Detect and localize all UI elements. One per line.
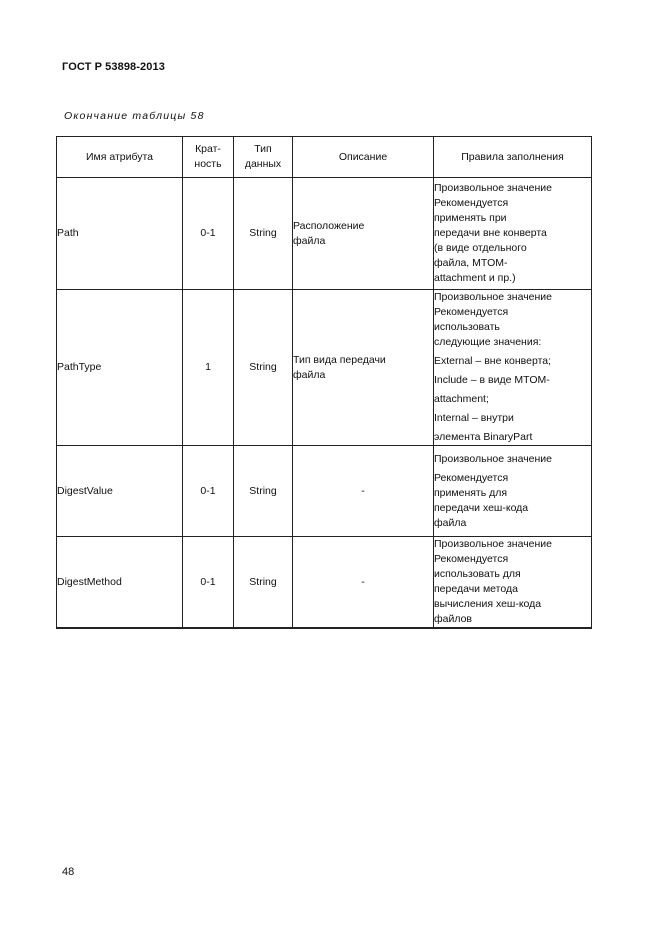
cell-attribute-name	[57, 290, 183, 446]
column-header-multiplicity	[183, 137, 234, 178]
cell-multiplicity	[183, 178, 234, 290]
cell-line: Рекомендуется	[434, 553, 509, 565]
cell-text: -	[361, 575, 365, 588]
cell-text: 0-1	[200, 484, 216, 497]
cell-text: DigestMethod	[57, 575, 122, 588]
page-number: 48	[62, 866, 75, 878]
cell-line: Произвольное значение	[434, 538, 553, 550]
cell-description	[293, 537, 434, 629]
cell-text: -	[361, 484, 365, 497]
cell-text: String	[249, 575, 277, 588]
table-caption: Окончание таблицы 58	[64, 110, 205, 122]
cell-line: передачи вне конверта	[434, 227, 547, 239]
cell-data-type	[234, 290, 293, 446]
cell-line: Рекомендуется	[434, 471, 509, 484]
attributes-table	[56, 136, 592, 629]
cell-description	[293, 290, 434, 446]
cell-line: Internal – внутри	[434, 412, 514, 424]
cell-description	[293, 178, 434, 290]
cell-data-type	[234, 446, 293, 537]
cell-line: Рекомендуется	[434, 306, 509, 318]
cell-text: файла	[293, 234, 326, 247]
cell-attribute-name	[57, 446, 183, 537]
cell-line: External – вне конверта;	[434, 355, 552, 367]
column-header-line: Крат-	[195, 143, 221, 155]
cell-line: Произвольное значение	[434, 291, 553, 303]
cell-text: файла	[293, 368, 326, 381]
cell-line: элемента BinaryPart	[434, 431, 533, 443]
cell-text: DigestValue	[57, 484, 113, 497]
table-body	[57, 178, 592, 629]
column-header-description: Описание	[293, 137, 434, 178]
table-header-row	[57, 137, 592, 178]
cell-rules	[434, 290, 592, 446]
cell-attribute-name	[57, 178, 183, 290]
cell-text: 0-1	[200, 227, 216, 239]
cell-line: применять при	[434, 212, 507, 224]
cell-line: использовать для	[434, 568, 521, 580]
cell-line: attachment;	[434, 393, 489, 405]
cell-line: Рекомендуется	[434, 197, 509, 209]
cell-line: файлов	[434, 613, 473, 625]
cell-text: Path	[57, 227, 79, 239]
table-row	[57, 537, 592, 629]
cell-description	[293, 446, 434, 537]
cell-text: Расположение	[293, 219, 365, 232]
cell-multiplicity	[183, 290, 234, 446]
cell-text: Тип вида передачи	[293, 353, 386, 366]
cell-line: передачи метода	[434, 583, 518, 595]
cell-multiplicity	[183, 446, 234, 537]
column-header-line: Тип	[254, 143, 272, 155]
column-header-rules: Правила заполнения	[434, 137, 592, 178]
cell-line: Произвольное значение	[434, 452, 553, 465]
standard-title: ГОСТ Р 53898-2013	[62, 61, 165, 73]
cell-line: использовать	[434, 321, 500, 333]
cell-line: файла, MTOM-	[434, 257, 508, 269]
cell-text: 0-1	[200, 575, 216, 588]
table-row	[57, 178, 592, 290]
cell-line: файла	[434, 516, 467, 529]
cell-multiplicity	[183, 537, 234, 629]
cell-text: 1	[205, 361, 211, 373]
cell-line: передачи хеш-кода	[434, 501, 529, 514]
column-header-line: данных	[244, 158, 282, 170]
column-header-name: Имя атрибута	[57, 137, 183, 178]
cell-line: Произвольное значение	[434, 182, 553, 194]
cell-rules	[434, 178, 592, 290]
cell-text: String	[249, 361, 277, 373]
cell-text: PathType	[57, 361, 102, 373]
cell-text: String	[249, 227, 277, 239]
cell-data-type	[234, 178, 293, 290]
table-row	[57, 290, 592, 446]
column-header-type	[234, 137, 293, 178]
cell-line: Include – в виде MTOM-	[434, 374, 550, 386]
cell-line: следующие значения:	[434, 336, 542, 348]
cell-attribute-name	[57, 537, 183, 629]
cell-text: String	[249, 484, 277, 497]
cell-line: применять для	[434, 486, 508, 499]
column-header-line: ность	[194, 158, 222, 170]
cell-line: вычисления хеш-кода	[434, 598, 542, 610]
cell-rules	[434, 446, 592, 537]
table-row	[57, 446, 592, 537]
cell-line: (в виде отдельного	[434, 242, 527, 254]
cell-line: attachment и пр.)	[434, 272, 516, 284]
cell-data-type	[234, 537, 293, 629]
cell-rules	[434, 537, 592, 629]
